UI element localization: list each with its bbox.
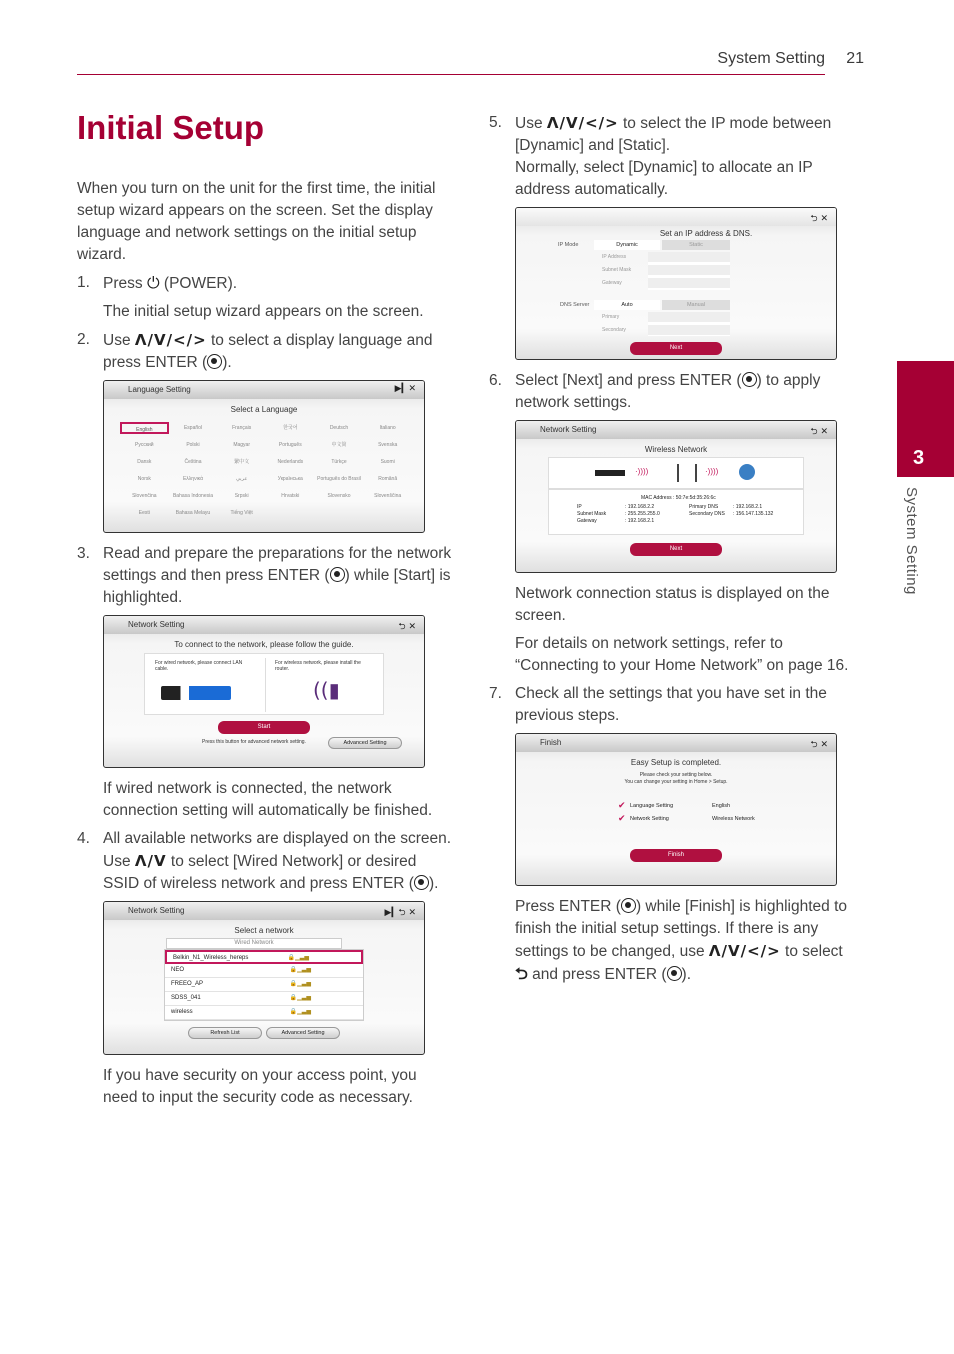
language-option[interactable]: Norsk [137, 476, 151, 483]
language-option[interactable]: Bahasa Indonesia [172, 493, 214, 500]
guide-panel [144, 653, 384, 715]
screenshot-titlebar [104, 616, 424, 634]
finish-subtitle-1: Please check your setting below. [639, 772, 713, 778]
language-option[interactable]: Dansk [137, 459, 152, 466]
step-number: 1. [77, 274, 90, 292]
screenshot-heading: Select a network [234, 926, 294, 936]
signal-strength-icon: 🔒▁▃▅ [289, 967, 311, 974]
back-icon: ⮌ [515, 964, 528, 983]
screenshot-heading: Easy Setup is completed. [630, 758, 722, 767]
close-icon: ⮌ ✕ [810, 427, 828, 437]
language-setting-value: English [712, 803, 731, 809]
left-column [77, 110, 455, 1115]
network-ssid: wireless [171, 1009, 193, 1016]
signal-strength-icon: 🔒▁▃▅ [289, 1009, 311, 1016]
network-list-item[interactable] [165, 964, 363, 978]
language-option[interactable] [266, 507, 315, 519]
dns-server-label: DNS Server [560, 302, 590, 308]
language-setting-label: Language Setting [630, 803, 674, 809]
language-option[interactable]: 中文简 [331, 442, 347, 449]
step-2 [77, 329, 455, 374]
step-text: to select the IP mode between [Dynamic] and [Static]. [515, 115, 832, 154]
finish-button[interactable]: Finish [630, 849, 722, 862]
step-number: 5. [489, 114, 502, 131]
divider [265, 658, 266, 712]
finish-screenshot [515, 733, 837, 886]
step-text: to select [785, 943, 843, 960]
close-icon: ⮌ ✕ [810, 740, 828, 750]
screenshot-heading: Wireless Network [644, 445, 708, 454]
subnet-label: Subnet Mask [577, 511, 607, 517]
step-3-note: If wired network is connected, the network connection setting will automatically be finished. [103, 780, 433, 820]
arrow-keys-icon: Λ/V/</> [134, 331, 207, 350]
step-text: ) while [Finish] is highlighted to finish the initial setup settings. If there is any settings to be changed, use [515, 898, 848, 960]
step-text: Press ENTER ( [515, 898, 621, 915]
check-icon: ✔ [618, 801, 626, 811]
wired-network-option[interactable]: Wired Network [166, 938, 342, 949]
static-option[interactable]: Static [662, 240, 730, 250]
step-number: 3. [77, 545, 90, 563]
next-button[interactable]: Next [630, 543, 722, 556]
step-text: ) while [Start] is highlighted. [103, 567, 451, 607]
step-5 [489, 112, 855, 201]
language-option[interactable]: Türkçe [331, 459, 347, 466]
network-setting-value: Wireless Network [712, 816, 755, 822]
step-text: Read and prepare the preparations for the network settings and then press ENTER ( [103, 545, 452, 585]
page-header [77, 48, 864, 76]
arrow-keys-icon: Λ/V/</> [708, 942, 781, 960]
step-4-note: If you have security on your access point, you need to input the security code as necessary. [103, 1067, 417, 1107]
router-icon [677, 464, 697, 482]
network-list-item[interactable] [165, 992, 363, 1006]
ip-form [532, 240, 826, 340]
screenshot-heading: Select a Language [230, 405, 298, 415]
right-column [489, 112, 855, 992]
step-7-note [489, 896, 855, 986]
screenshot-title: Network Setting [128, 620, 185, 630]
ip-address-label: IP Address [602, 254, 627, 260]
gateway-label: Gateway [577, 518, 597, 524]
language-option[interactable]: Deutsch [329, 425, 349, 432]
language-option[interactable]: Français [232, 425, 252, 432]
language-option[interactable]: Italiano [379, 425, 396, 432]
step-6 [489, 370, 855, 414]
language-option[interactable]: Magyar [233, 442, 250, 449]
screenshot-title: Finish [540, 738, 562, 747]
language-option[interactable]: Hrvatski [281, 493, 300, 500]
language-option[interactable]: Ελληνικά [182, 476, 204, 483]
router-icon: ((▮ [313, 678, 340, 703]
step-7 [489, 683, 855, 727]
advanced-setting-button[interactable]: Advanced Setting [266, 1027, 340, 1039]
step-6-note-2: For details on network settings, refer to “Connecting to your Home Network” on page 16. [515, 635, 849, 674]
refresh-list-button[interactable]: Refresh List [188, 1027, 262, 1039]
arrow-keys-icon: Λ/V/</> [546, 114, 619, 132]
close-icon: ▶▎✕ [394, 384, 416, 395]
ip-mode-label: IP Mode [558, 242, 579, 248]
language-option[interactable]: Русский [135, 442, 154, 449]
secondary-dns-label: Secondary DNS [689, 511, 725, 517]
language-option[interactable]: English [120, 422, 169, 434]
network-list-item[interactable] [165, 1006, 363, 1020]
primary-dns-value: : 192.168.2.1 [733, 504, 763, 510]
gateway-label: Gateway [602, 280, 622, 286]
step-number: 7. [489, 685, 502, 702]
screenshot-titlebar [516, 208, 836, 226]
chapter-label: System Setting [903, 487, 920, 595]
step-text: ). [681, 966, 691, 983]
chapter-tab [897, 361, 954, 477]
globe-icon [739, 464, 755, 480]
step-number: 2. [77, 331, 90, 349]
close-icon: ▶▎⮌ ✕ [384, 908, 416, 919]
language-option[interactable]: Eesti [138, 510, 150, 517]
lan-cable-icon [161, 686, 231, 700]
screenshot-titlebar [516, 421, 836, 439]
signal-strength-icon: 🔒▁▃▅ [289, 981, 311, 988]
check-icon: ✔ [618, 814, 626, 824]
signal-icon: ·)))) [635, 467, 649, 476]
mac-address: MAC Address : 50:7e:5d:35:26:6c [641, 495, 716, 501]
gateway-value: : 192.168.2.1 [625, 518, 655, 524]
ip-value: : 192.168.2.2 [625, 504, 655, 510]
step-text: ) to apply network settings. [515, 372, 821, 411]
connection-details [548, 489, 804, 535]
step-text: All available networks are displayed on the screen. Use [103, 830, 452, 871]
language-option[interactable]: عربي [236, 476, 248, 483]
language-setting-screenshot [103, 380, 425, 533]
subnet-label: Subnet Mask [602, 267, 632, 273]
dns-fields [648, 312, 730, 336]
network-ssid: Belkin_N1_Wireless_hereps [173, 955, 249, 962]
wireless-text: For wireless network, please install the router. [275, 660, 361, 673]
step-text: Use [515, 115, 543, 132]
language-option[interactable]: Čeština [184, 459, 202, 466]
network-list-item[interactable] [165, 950, 363, 964]
manual-option[interactable]: Manual [662, 300, 730, 310]
network-ssid: FREEO_AP [171, 981, 204, 988]
language-option[interactable]: Nederlands [277, 459, 304, 466]
network-start-screenshot [103, 615, 425, 768]
step-text: Use [103, 332, 131, 350]
chapter-number: 3 [912, 447, 925, 469]
language-option[interactable]: Srpski [234, 493, 249, 500]
screenshot-title: Network Setting [540, 425, 597, 434]
screenshot-heading: Set an IP address & DNS. [659, 229, 753, 238]
step-text: Press [103, 275, 143, 293]
language-option[interactable]: Română [378, 476, 398, 483]
network-select-screenshot [103, 901, 425, 1055]
step-text: ). [428, 875, 439, 893]
step-text: to select a display language and press ENTER ( [103, 332, 433, 372]
screenshot-titlebar [104, 381, 424, 399]
step-3 [77, 543, 455, 609]
step-text: ). [222, 354, 232, 372]
primary-label: Primary [602, 314, 620, 320]
language-grid [120, 422, 412, 519]
language-option[interactable]: Tiếng Việt [230, 510, 253, 517]
next-button[interactable]: Next [630, 342, 722, 355]
language-option[interactable]: Slovenščina [374, 493, 402, 500]
screenshot-titlebar [104, 902, 424, 920]
signal-strength-icon: 🔒▁▃▅ [289, 995, 311, 1002]
step-6-note-1: Network connection status is displayed on the screen. [515, 585, 830, 624]
language-option[interactable]: 한국어 [283, 425, 298, 432]
language-option[interactable]: Português do Brasil [317, 476, 361, 483]
advanced-hint: Press this button for advanced network setting. [202, 739, 306, 746]
ip-label: IP [577, 504, 582, 510]
step-4 [77, 828, 455, 895]
secondary-dns-value: : 156.147.135.132 [733, 511, 774, 517]
page-title: Initial Setup [77, 109, 265, 146]
language-option[interactable]: Polski [186, 442, 200, 449]
network-ssid: NEO [171, 967, 185, 974]
close-icon: ⮌ ✕ [398, 622, 416, 633]
advanced-setting-button[interactable]: Advanced Setting [328, 737, 402, 749]
network-setting-label: Network Setting [630, 816, 669, 822]
wired-text: For wired network, please connect LAN cable. [155, 660, 243, 673]
section-title: System Setting [717, 50, 825, 67]
subnet-value: : 255.255.255.0 [625, 511, 660, 517]
power-icon: ⏻ [146, 273, 160, 293]
screenshot-title: Network Setting [128, 906, 185, 916]
enter-icon [207, 354, 222, 369]
enter-icon [414, 875, 429, 890]
connection-diagram [548, 457, 804, 489]
step-1 [77, 272, 455, 295]
enter-icon [621, 898, 636, 913]
language-option[interactable]: Español [183, 425, 203, 432]
advanced-row [104, 736, 424, 750]
language-option[interactable]: Bahasa Melayu [175, 510, 211, 517]
step-number: 4. [77, 830, 90, 848]
enter-icon [667, 966, 682, 981]
signal-icon: ·)))) [705, 467, 719, 476]
auto-option[interactable]: Auto [594, 300, 660, 310]
summary-rows [516, 793, 836, 849]
ip-fields [648, 252, 730, 290]
dynamic-option[interactable]: Dynamic [594, 240, 660, 250]
screenshot-title: Language Setting [128, 385, 191, 395]
network-list-item[interactable] [165, 978, 363, 992]
start-button[interactable]: Start [218, 721, 310, 734]
secondary-label: Secondary [602, 327, 626, 333]
language-option[interactable]: Suomi [380, 459, 395, 466]
up-down-keys-icon: Λ/V [134, 852, 167, 871]
screenshot-heading: To connect to the network, please follow the guide. [174, 640, 354, 650]
page-number: 21 [846, 50, 864, 67]
language-option[interactable] [363, 507, 412, 519]
step-number: 6. [489, 372, 502, 389]
primary-dns-label: Primary DNS [689, 504, 719, 510]
step-text: and press ENTER ( [532, 966, 667, 983]
language-option[interactable]: Українська [277, 476, 303, 483]
header-rule [77, 74, 825, 75]
step-text: Check all the settings that you have set in the previous steps. [515, 685, 827, 724]
screenshot-titlebar [516, 734, 836, 752]
wireless-network-list [164, 949, 364, 1021]
ip-setting-screenshot [515, 207, 837, 360]
language-option[interactable]: Português [278, 442, 302, 449]
enter-icon [330, 567, 345, 582]
step-text: Normally, select [Dynamic] to allocate an IP address automatically. [515, 159, 813, 198]
language-option[interactable]: Slovensko [327, 493, 351, 500]
enter-icon [742, 372, 757, 387]
step-text: to select [Wired Network] or desired SSID of wireless network and press ENTER ( [103, 853, 417, 893]
language-option[interactable] [315, 507, 364, 519]
intro-paragraph: When you turn on the unit for the first time, the initial setup wizard appears on the screen. Set the display language and network settings on the initial setup wizard. [77, 180, 436, 264]
language-option[interactable]: Svenska [378, 442, 398, 449]
list-buttons [104, 1027, 424, 1043]
language-option[interactable]: 繁中文 [234, 459, 250, 466]
player-icon [595, 470, 625, 476]
network-ssid: SDSS_041 [171, 995, 201, 1002]
language-option[interactable]: Slovenčina [132, 493, 157, 500]
signal-strength-icon: 🔒▁▃▅ [287, 955, 309, 962]
step-1-note: The initial setup wizard appears on the screen. [103, 303, 424, 321]
close-icon: ⮌ ✕ [810, 214, 828, 224]
network-status-screenshot [515, 420, 837, 573]
step-text: (POWER). [163, 275, 238, 293]
step-text: Select [Next] and press ENTER ( [515, 372, 742, 389]
finish-subtitle-2: You can change your setting in Home > Setup. [624, 779, 728, 785]
